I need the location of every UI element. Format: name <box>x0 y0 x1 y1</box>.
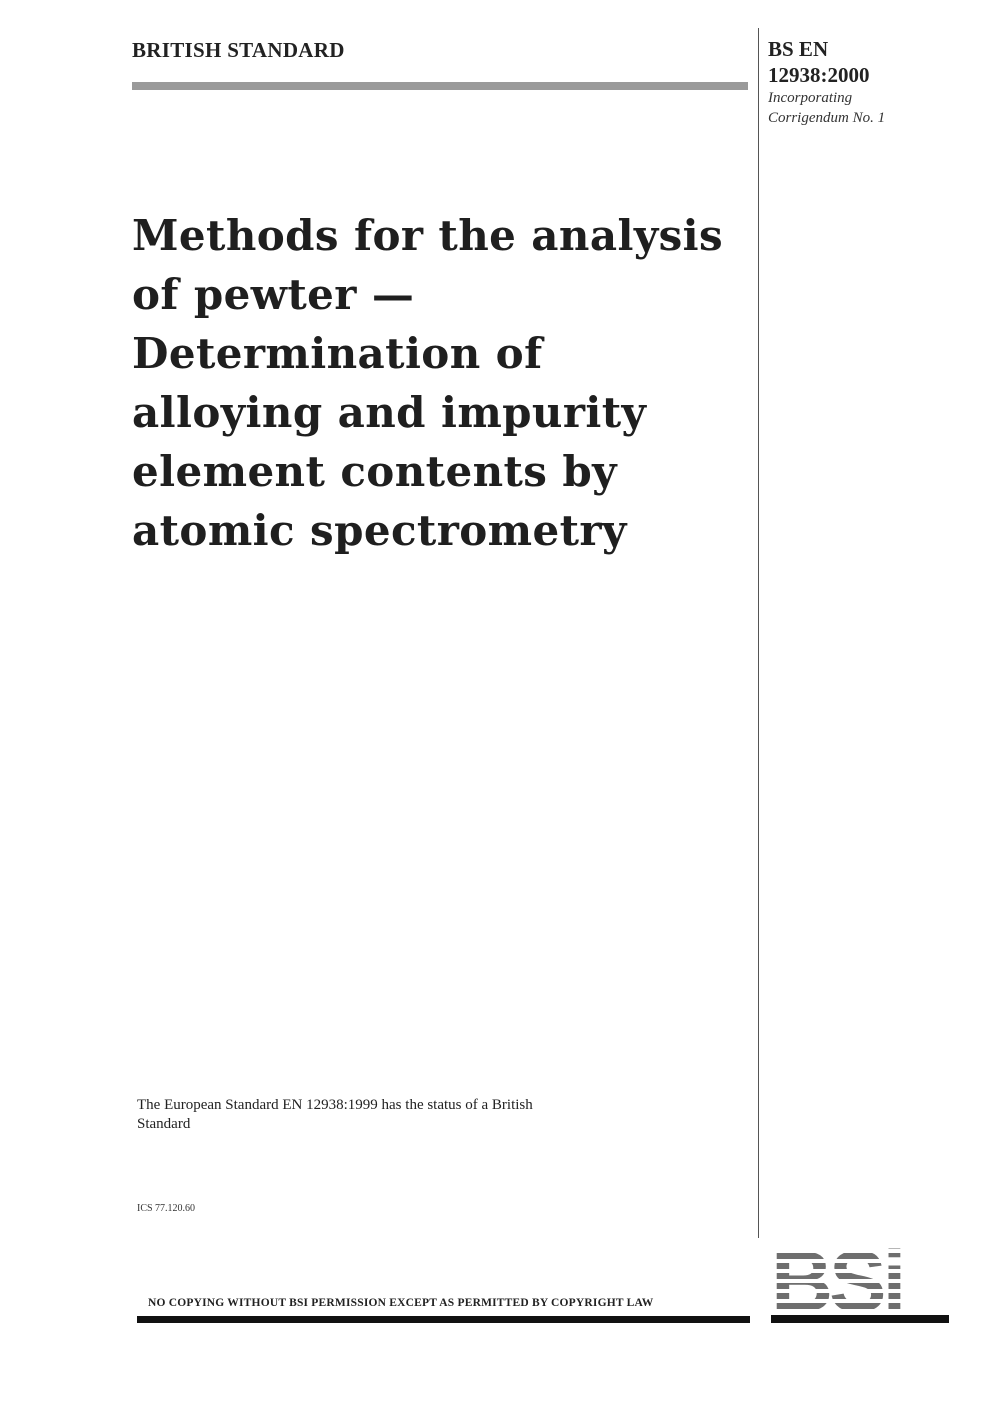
document-series-label: BRITISH STANDARD <box>132 38 345 62</box>
status-statement: The European Standard EN 12938:1999 has the status of a British Standard <box>137 1097 533 1132</box>
amendment-note-line1: Incorporating <box>768 90 853 106</box>
copyright-notice: NO COPYING WITHOUT BSI PERMISSION EXCEPT AS PERMITTED BY COPYRIGHT LAW <box>148 1297 654 1309</box>
bsi-logo-icon <box>771 1243 949 1323</box>
document-title: Methods for the analysis of pewter — Determination of alloying and impurity element contents by atomic spectrometry <box>132 211 724 555</box>
standard-number-value: 12938:2000 <box>768 63 870 87</box>
ics-code: ICS 77.120.60 <box>137 1203 196 1214</box>
standard-number <box>768 36 870 88</box>
header-rule <box>132 82 748 90</box>
standard-number-prefix: BS EN <box>768 37 829 61</box>
amendment-note <box>768 88 885 128</box>
column-divider <box>758 28 759 1238</box>
amendment-note-line2: Corrigendum No. 1 <box>768 110 886 126</box>
footer-rule <box>137 1316 750 1323</box>
